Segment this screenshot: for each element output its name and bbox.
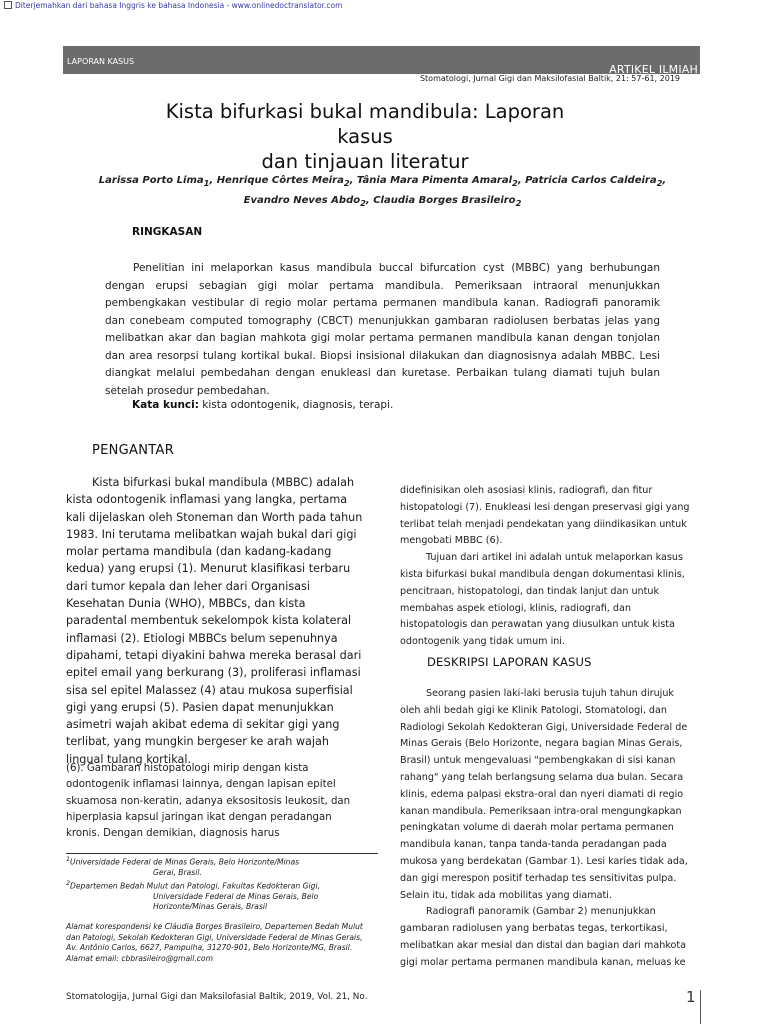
email-label: Alamat email: [66, 953, 119, 963]
author-name: Henrique Côrtes Meira [216, 175, 344, 186]
affiliation-marker: 1 [203, 178, 210, 188]
author-name: Patricia Carlos Caldeira [525, 175, 657, 186]
abstract-paragraph: Penelitian ini melaporkan kasus mandibula buccal bifurcation cyst (MBBC) yang berhubungan dengan erupsi sebagian gigi molar pertama mandibula. Pemeriksaan intraoral menunjukkan pembengkakan vestibular di regio molar pertama permanen mandibula kanan. Radiografi panoramik dan conebeam computed tomography (CBCT) menunjukkan gambaran radiolusen berbatas jelas yang melibatkan akar dan bagian mahkota gigi molar pertama permanen mandibula kanan dengan tonjolan dan area resorpsi tulang kortikal bukal. Biopsi insisional dilakukan dan diagnosisnya adalah MBBC. Lesi diangkat melalui pembedahan dengan enukleasi dan kuretase. Perbaikan tulang diamati tujuh bulan setelah prosedur pembedahan. [105, 262, 660, 397]
header-bar [63, 46, 700, 74]
affiliation-marker: 2 [656, 178, 663, 188]
case-paragraph-2: Radiografi panoramik (Gambar 2) menunjukkan gambaran radiolusen yang berbatas tegas, terkortikasi, melibatkan akar mesial dan distal dan bagian dari mahkota gigi molar pertama permanen mandibula kanan, meluas ke [400, 906, 687, 968]
affiliation-2-cont: Universidade Federal de Minas Gerais, Belo [153, 891, 319, 901]
author-line-2: Evandro Neves Abdo$_2$, Claudia Borges Brasileiro$_2$ [243, 195, 522, 208]
keywords [132, 399, 393, 411]
title-line: Kista bifurkasi bukal mandibula: Laporan [165, 100, 565, 123]
section-label: LAPORAN KASUS [67, 57, 135, 66]
article-type-label: ARTIKEL ILMIAH [609, 63, 698, 76]
case-description-body [400, 686, 692, 972]
abstract-heading: RINGKASAN [132, 226, 203, 238]
right-column-body [400, 483, 692, 651]
affiliation-2: $^2$Departemen Bedah Mulut dan Patologi, Fakultas Kedokteran Gigi, [66, 879, 320, 891]
affiliation-marker: 2 [515, 198, 522, 208]
checkbox-icon [4, 1, 12, 9]
affiliation-1: $^1$Universidade Federal de Minas Gerais, Belo Horizonte/Minas [66, 856, 300, 867]
translation-note-text: Diterjemahkan dari bahasa Inggris ke bahasa Indonesia - www.onlinedoctranslator.com [15, 1, 343, 10]
author-line-1: Larissa Porto Lima$_1$, Henrique Côrtes Meira$_2$, Tânia Mara Pimenta Amaral$_2$, Patricia Carlos Caldeira$_2$, [98, 175, 667, 188]
page-number: 1 [686, 988, 696, 1006]
affiliation-marker: 2 [343, 178, 350, 188]
translation-note[interactable] [4, 1, 342, 10]
intro-paragraph-continued: (6). Gambaran histopatologi mirip dengan kista odontogenik inflamasi lainnya, dengan lapisan epitel skuamosa non-keratin, adanya eksositosis leukosit, dan hiperplasia kapsul jaringan ikat dengan peradangan kronis. Dengan demikian, diagnosis harus [66, 763, 351, 840]
correspondence-address [66, 922, 366, 964]
footnote-divider [66, 853, 378, 854]
affiliation-marker: 2 [512, 178, 518, 188]
author-list [60, 172, 705, 212]
email-link[interactable]: cbbrasileiro@gmail.com [121, 953, 213, 963]
author-name: Larissa Porto Lima [98, 175, 204, 186]
intro-paragraph: Kista bifurkasi bukal mandibula (MBBC) adalah kista odontogenik inflamasi yang langka, pertama kali dijelaskan oleh Stoneman dan Worth pada tahun 1983. Ini terutama melibatkan wajah bukal dari gigi molar pertama mandibula (dan kadang-kadang kedua) yang erupsi (1). Menurut klasifikasi terbaru dari tumor kepala dan leher dari Organisasi Kesehatan Dunia (WHO), MBBCs, dan kista paradental membentuk sekelompok kista kolateral inflamasi (2). Etiologi MBBCs belum sepenuhnya dipahami, tetapi diyakini bahwa mereka berasal dari epitel email yang berkurang (3), proliferasi inflamasi sisa sel epitel Malassez (4) atau mukosa superfisial gigi yang erupsi (5). Pasien dapat menunjukkan asimetri wajah akibat edema di sekitar gigi yang terlibat, yang mungkin bergeser ke arah wajah lingual tulang kortikal. [66, 476, 363, 766]
affiliation-footnotes [66, 855, 366, 913]
page-edge-rule [700, 990, 701, 1024]
article-title [120, 99, 610, 174]
keywords-text: kista odontogenik, diagnosis, terapi. [202, 399, 394, 411]
intro-body-continued [66, 761, 366, 842]
right-paragraph-1: didefinisikan oleh asosiasi klinis, radiografi, dan fitur histopatologi (7). Enukleasi lesi dengan preservasi gigi yang terlibat telah menjadi pendekatan yang diindikasikan untuk mengobati MBBC (6). [400, 485, 690, 547]
intro-heading: PENGANTAR [92, 443, 175, 458]
address-text: Alamat korespondensi ke Cláudia Borges Brasileiro, Departemen Bedah Mulut dan Patologi, Sekolah Kedokteran Gigi, Universidade Federal de Minas Gerais, Av. Antônio Carlos, 6627, Pampulha, 31270-901, Belo Horizonte/MG, Brasil. [66, 922, 363, 952]
case-paragraph-1: Seorang pasien laki-laki berusia tujuh tahun dirujuk oleh ahli bedah gigi ke Klinik Patologi, Stomatologi, dan Radiologi Sekolah Kedokteran Gigi, Universidade Federal de Minas Gerais (Belo Horizonte, negara bagian Minas Gerais, Brasil) untuk mengevaluasi "pembengkakan di sisi kanan rahang" yang telah berlangsung selama dua bulan. Secara klinis, edema palpasi ekstra-oral dan nyeri diamati di regio kanan mandibula. Pemeriksaan intra-oral mengungkapkan peningkatan volume di daerah molar pertama permanen mandibula kanan, tanpa tanda-tanda peradangan pada mukosa yang berdekatan (Gambar 1). Lesi karies tidak ada, dan gigi merespon positif terhadap tes sensitivitas pulpa. Selain itu, tidak ada mobilitas yang diamati. [400, 688, 688, 901]
keywords-label: Kata kunci: [132, 399, 199, 411]
title-line: dan tinjauan literatur [261, 150, 469, 173]
affiliation-marker: 2 [360, 198, 366, 208]
affiliation-2-cont2: Horizonte/Minas Gerais, Brasil [153, 902, 268, 912]
author-name: Tânia Mara Pimenta Amaral [356, 175, 513, 186]
author-name: Evandro Neves Abdo [243, 195, 361, 206]
affiliation-1-cont: Gerai, Brasil. [153, 868, 202, 878]
email-line [66, 954, 366, 965]
page-footer: Stomatologija, Jurnal Gigi dan Maksilofasial Baltik, 2019, Vol. 21, No. [66, 992, 368, 1002]
journal-citation: Stomatologi, Jurnal Gigi dan Maksilofasial Baltik, 21: 57-61, 2019 [419, 74, 680, 83]
title-line: kasus [337, 125, 393, 148]
intro-body [66, 474, 366, 768]
abstract-body [105, 260, 660, 400]
right-paragraph-2: Tujuan dari artikel ini adalah untuk melaporkan kasus kista bifurkasi bukal mandibula dengan dokumentasi klinis, pencitraan, histopatologi, dan tindak lanjut dan untuk membahas aspek etiologi, klinis, radiografi, dan histopatologis dan perawatan yang diusulkan untuk kista odontogenik yang tidak umum ini. [400, 552, 685, 648]
case-description-heading: DESKRIPSI LAPORAN KASUS [427, 655, 592, 669]
author-name: Claudia Borges Brasileiro [373, 195, 516, 206]
